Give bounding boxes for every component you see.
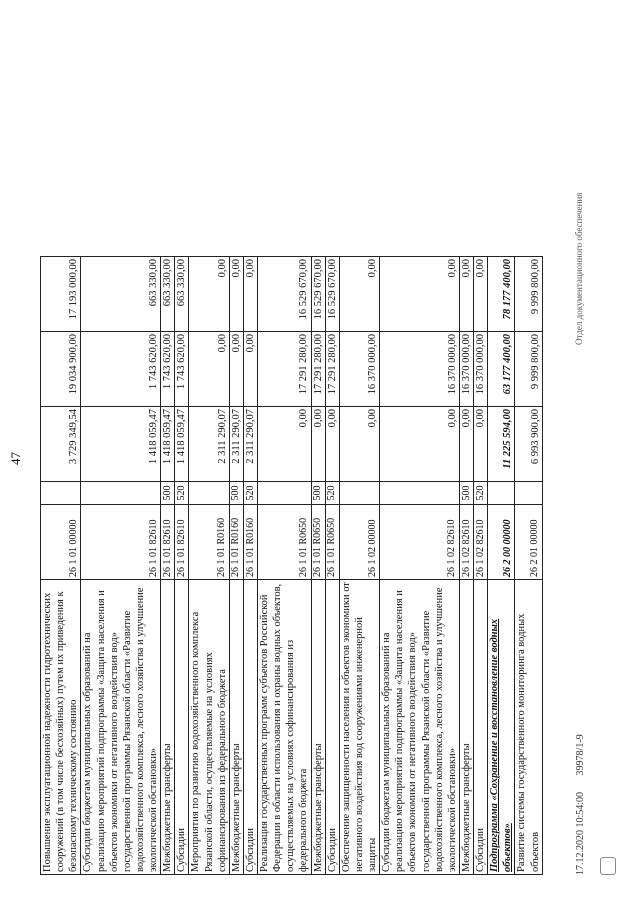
row-name: Субсидии [175, 580, 189, 875]
row-value-2020: 1 418 059,47 [161, 407, 175, 482]
row-name: Межбюджетные трансферты [459, 580, 473, 875]
table-row [41, 257, 81, 875]
row-value-2021: 17 291 280,00 [311, 332, 325, 407]
row-value-2022: 9 999 800,00 [515, 257, 542, 332]
row-name: Подпрограмма «Сохранение и восстановление водных объектов» [488, 580, 515, 875]
table-row [488, 257, 515, 875]
table-row [459, 257, 473, 875]
table-row [175, 257, 189, 875]
row-value-2022: 663 330,00 [161, 257, 175, 332]
row-value-2020: 0,00 [459, 407, 473, 482]
page-number: 47 [8, 452, 23, 465]
row-value-2021: 1 743 620,00 [161, 332, 175, 407]
row-vr [380, 482, 460, 505]
row-value-2020: 0,00 [474, 407, 488, 482]
row-vr: 520 [243, 482, 257, 505]
row-value-2022: 0,00 [459, 257, 473, 332]
row-value-2020: 1 418 059,47 [175, 407, 189, 482]
row-value-2020: 1 418 059,47 [81, 407, 161, 482]
row-vr [189, 482, 229, 505]
row-vr [81, 482, 161, 505]
row-code: 26 1 02 82610 [459, 505, 473, 580]
row-vr: 520 [474, 482, 488, 505]
row-value-2022: 0,00 [474, 257, 488, 332]
row-value-2020: 6 993 900,00 [515, 407, 542, 482]
row-name: Межбюджетные трансферты [161, 580, 175, 875]
row-code: 26 1 01 R0650 [258, 505, 312, 580]
footer-doc-id: 39978/1-9 [575, 734, 586, 776]
row-value-2020: 0,00 [380, 407, 460, 482]
row-name: Субсидии бюджетам муниципальных образований на реализацию мероприятий подпрограммы «Защита населения и объектов экономики от негативного воздействия вод» государственной программы Рязанской области «Развитие водохозяйственного комплекса, лесного хозяйства и улучшение экологической обстановки» [81, 580, 161, 875]
row-value-2021: 16 370 000,00 [474, 332, 488, 407]
row-value-2020: 0,00 [339, 407, 379, 482]
footer-timestamp: 17.12.2020 10:54:00 [575, 791, 586, 875]
row-vr: 500 [459, 482, 473, 505]
row-value-2020: 0,00 [311, 407, 325, 482]
row-value-2020: 2 311 290,07 [229, 407, 243, 482]
row-value-2022: 16 529 670,00 [258, 257, 312, 332]
row-code: 26 1 01 82610 [81, 505, 161, 580]
row-value-2020: 0,00 [325, 407, 339, 482]
row-vr: 500 [161, 482, 175, 505]
row-value-2021: 16 370 000,00 [339, 332, 379, 407]
table-row [258, 257, 312, 875]
row-value-2021: 0,00 [229, 332, 243, 407]
row-name: Мероприятия по развитию водохозяйственного комплекса Рязанской области, осуществляемые на условиях софинансирования из федерального бюджета [189, 580, 229, 875]
row-name: Субсидии [474, 580, 488, 875]
row-value-2021: 17 291 280,00 [258, 332, 312, 407]
row-value-2021: 16 370 000,00 [459, 332, 473, 407]
table-row [161, 257, 175, 875]
row-value-2020: 11 225 594,00 [488, 407, 515, 482]
row-value-2022: 0,00 [380, 257, 460, 332]
row-name: Реализация государственных программ субъектов Российской Федерации в области использования и охраны водных объектов, осуществляемых на условиях софинансирования из федерального бюджета [258, 580, 312, 875]
row-value-2022: 78 177 400,00 [488, 257, 515, 332]
row-value-2022: 0,00 [189, 257, 229, 332]
row-value-2020: 2 311 290,07 [243, 407, 257, 482]
row-vr: 500 [229, 482, 243, 505]
table-row [474, 257, 488, 875]
row-name: Субсидии бюджетам муниципальных образований на реализацию мероприятий подпрограммы «Защита населения и объектов экономики от негативного воздействия вод» государственной программы Рязанской области «Развитие водохозяйственного комплекса, лесного хозяйства и улучшение экологической обстановки» [380, 580, 460, 875]
table-body [41, 257, 543, 875]
row-code: 26 1 01 R0160 [189, 505, 229, 580]
table-row [81, 257, 161, 875]
row-code: 26 1 01 R0650 [311, 505, 325, 580]
budget-table [40, 256, 543, 875]
row-vr: 520 [175, 482, 189, 505]
row-value-2022: 663 330,00 [81, 257, 161, 332]
table-row [339, 257, 379, 875]
row-value-2021: 16 370 000,00 [380, 332, 460, 407]
table-row [515, 257, 542, 875]
row-value-2021: 1 743 620,00 [81, 332, 161, 407]
row-value-2021: 0,00 [189, 332, 229, 407]
row-value-2021: 63 177 400,00 [488, 332, 515, 407]
table-row [311, 257, 325, 875]
row-name: Повышение эксплуатационной надежности гидротехнических сооружений (в том числе бесхозяйных) путем их приведения к безопасному техническому состоянию [41, 580, 81, 875]
table-row [380, 257, 460, 875]
row-value-2021: 1 743 620,00 [175, 332, 189, 407]
table-row [325, 257, 339, 875]
footer [575, 720, 586, 875]
row-vr [515, 482, 542, 505]
row-value-2022: 0,00 [339, 257, 379, 332]
row-value-2022: 0,00 [229, 257, 243, 332]
row-code: 26 1 01 R0650 [325, 505, 339, 580]
row-name: Межбюджетные трансферты [229, 580, 243, 875]
row-name: Субсидии [325, 580, 339, 875]
row-vr: 520 [325, 482, 339, 505]
row-code: 26 2 01 00000 [515, 505, 542, 580]
row-code: 26 1 01 82610 [161, 505, 175, 580]
row-vr: 500 [311, 482, 325, 505]
table-row [229, 257, 243, 875]
registry-logo-icon [600, 857, 616, 875]
row-value-2021: 0,00 [243, 332, 257, 407]
row-name: Развитие системы государственного мониторинга водных объектов [515, 580, 542, 875]
department-stamp: Отдел документационного обеспечения [574, 192, 584, 345]
row-vr [41, 482, 81, 505]
row-code: 26 1 01 82610 [175, 505, 189, 580]
row-name: Межбюджетные трансферты [311, 580, 325, 875]
row-vr [258, 482, 312, 505]
row-value-2020: 3 729 349,54 [41, 407, 81, 482]
row-code: 26 1 02 82610 [380, 505, 460, 580]
row-value-2022: 16 529 670,00 [311, 257, 325, 332]
row-value-2021: 9 999 800,00 [515, 332, 542, 407]
row-value-2020: 2 311 290,07 [189, 407, 229, 482]
row-code: 26 1 02 00000 [339, 505, 379, 580]
row-value-2021: 17 291 280,00 [325, 332, 339, 407]
row-code: 26 1 01 00000 [41, 505, 81, 580]
row-value-2022: 17 193 000,00 [41, 257, 81, 332]
row-code: 26 1 01 R0160 [243, 505, 257, 580]
row-code: 26 1 02 82610 [474, 505, 488, 580]
table-row [243, 257, 257, 875]
row-value-2022: 16 529 670,00 [325, 257, 339, 332]
row-code: 26 2 00 00000 [488, 505, 515, 580]
row-vr [488, 482, 515, 505]
row-value-2020: 0,00 [258, 407, 312, 482]
row-name: Субсидии [243, 580, 257, 875]
row-code: 26 1 01 R0160 [229, 505, 243, 580]
row-name: Обеспечение защищенности населения и объектов экономики от негативного воздействия вод сооружениями инженерной защиты [339, 580, 379, 875]
row-value-2022: 663 330,00 [175, 257, 189, 332]
table-row [189, 257, 229, 875]
row-value-2021: 19 034 900,00 [41, 332, 81, 407]
row-vr [339, 482, 379, 505]
row-value-2022: 0,00 [243, 257, 257, 332]
